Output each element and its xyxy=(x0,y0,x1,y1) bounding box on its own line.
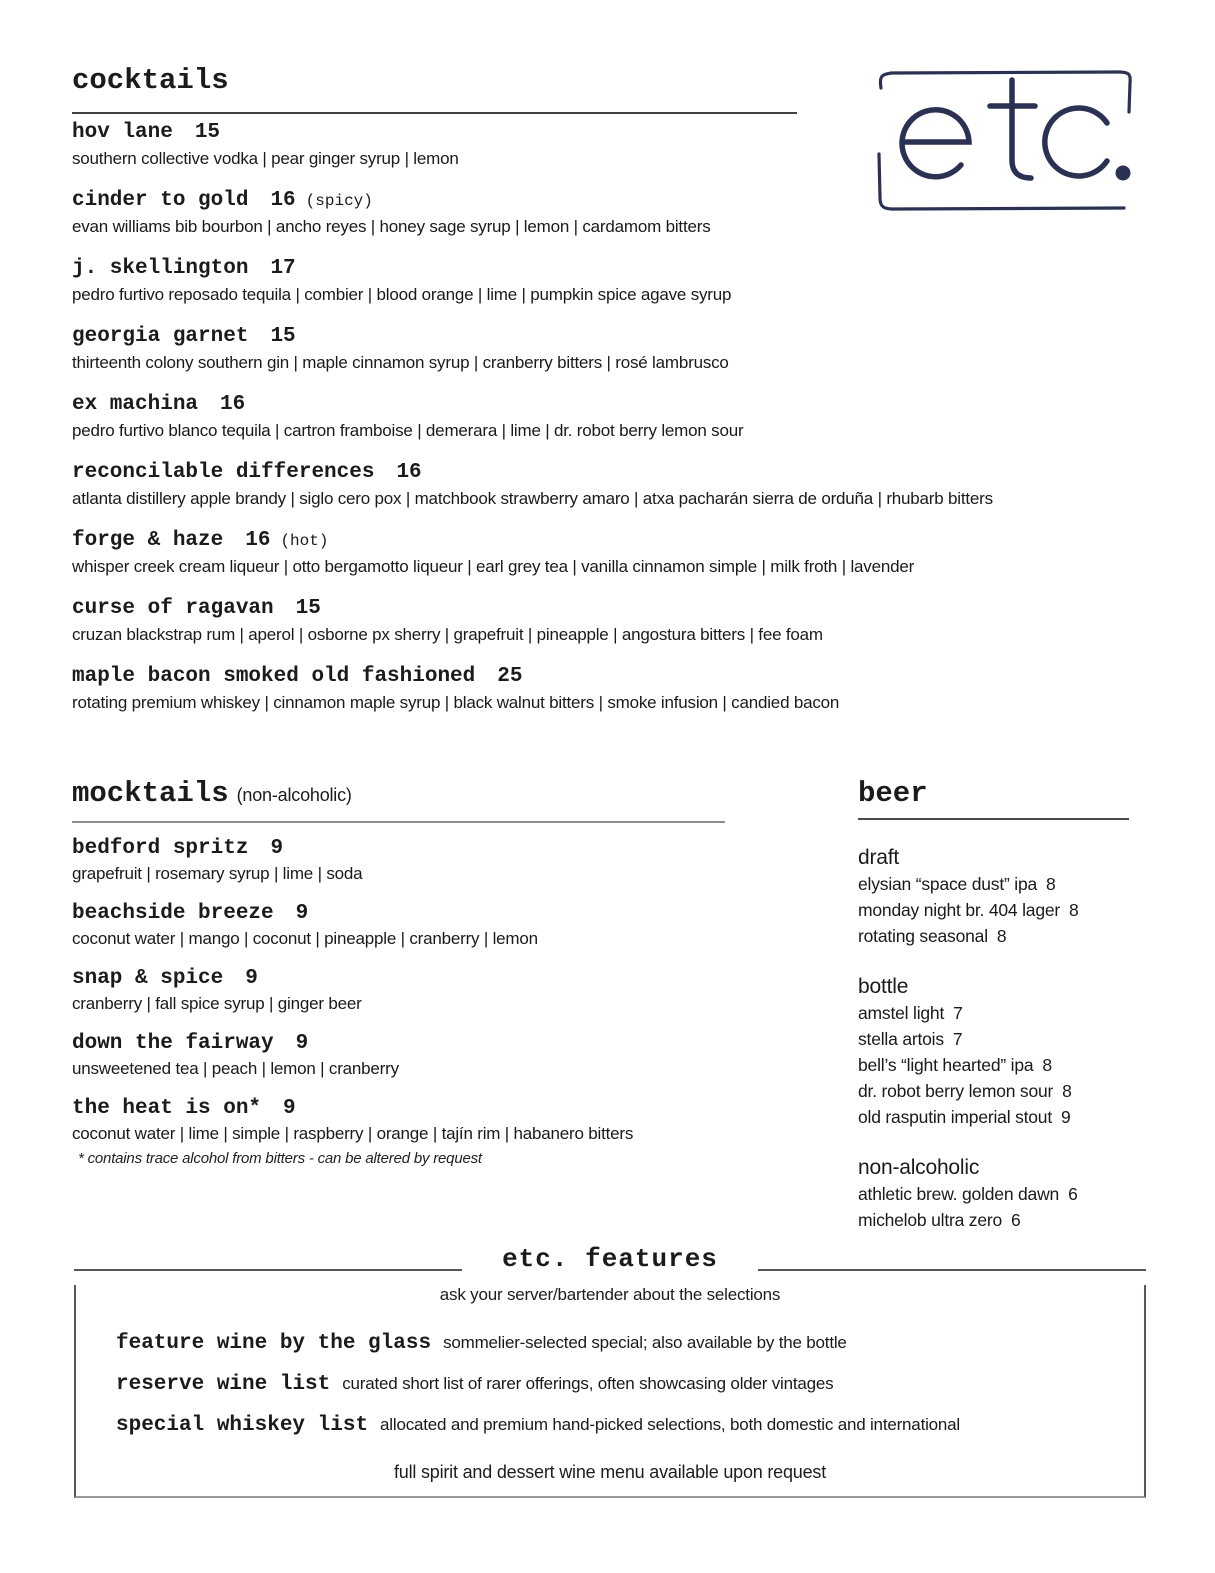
item-name: forge & haze xyxy=(72,529,224,552)
cocktail-item xyxy=(72,394,1132,440)
item-price: 9 xyxy=(283,1097,296,1120)
feature-item xyxy=(116,1413,1144,1438)
feature-name: special whiskey list xyxy=(116,1414,369,1437)
item-price: 17 xyxy=(270,257,296,280)
cocktail-item xyxy=(72,258,1132,304)
item-tag: (hot) xyxy=(280,532,329,550)
beer-price: 6 xyxy=(1068,1184,1078,1204)
item-name: cinder to gold xyxy=(72,189,249,212)
beer-name: elysian “space dust” ipa xyxy=(858,874,1038,894)
mocktail-item xyxy=(72,1098,832,1167)
beer-section xyxy=(858,777,1158,1233)
mocktails-title: mocktails xyxy=(72,777,229,810)
features-footer: full spirit and dessert wine menu available upon request xyxy=(393,1462,827,1482)
beer-price: 8 xyxy=(1042,1055,1052,1075)
item-description: pedro furtivo reposado tequila | combier | blood orange | lime | pumpkin spice agave syrup xyxy=(72,285,732,304)
beer-item xyxy=(858,897,1158,923)
beer-name: rotating seasonal xyxy=(858,926,988,946)
item-price: 9 xyxy=(245,967,258,990)
etc-logo xyxy=(874,66,1139,214)
features-intro: ask your server/bartender about the selections xyxy=(439,1285,781,1304)
beer-item xyxy=(858,1181,1158,1207)
beer-price: 6 xyxy=(1011,1210,1021,1230)
item-description: pedro furtivo blanco tequila | cartron framboise | demerara | lime | dr. robot berry lemon sour xyxy=(72,421,744,440)
item-price: 15 xyxy=(295,597,321,620)
beer-price: 9 xyxy=(1061,1107,1071,1127)
mocktail-item xyxy=(72,968,832,1013)
item-description: cruzan blackstrap rum | aperol | osborne px sherry | grapefruit | pineapple | angostura bitters | fee foam xyxy=(72,625,823,644)
cocktails-divider xyxy=(72,112,797,114)
item-description: evan williams bib bourbon | ancho reyes | honey sage syrup | lemon | cardamom bitters xyxy=(72,217,711,236)
feature-item xyxy=(116,1331,1144,1356)
beer-item xyxy=(858,1052,1158,1078)
cocktail-item xyxy=(72,462,1132,508)
beer-name: dr. robot berry lemon sour xyxy=(858,1081,1054,1101)
trace-alcohol-note: * contains trace alcohol from bitters - can be altered by request xyxy=(78,1150,482,1167)
item-price: 16 xyxy=(396,461,422,484)
item-description: unsweetened tea | peach | lemon | cranberry xyxy=(72,1059,399,1078)
item-price: 16 xyxy=(245,529,271,552)
features-title-right-rule xyxy=(758,1269,1146,1271)
beer-group-draft xyxy=(858,844,1158,949)
item-name: georgia garnet xyxy=(72,325,249,348)
beer-name: old rasputin imperial stout xyxy=(858,1107,1053,1127)
beer-price: 8 xyxy=(1062,1081,1072,1101)
item-name: down the fairway xyxy=(72,1032,274,1055)
feature-name: feature wine by the glass xyxy=(116,1332,432,1355)
item-description: coconut water | lime | simple | raspberry | orange | tajín rim | habanero bitters xyxy=(72,1124,634,1143)
features-box xyxy=(74,1285,1146,1498)
cocktail-item xyxy=(72,530,1132,576)
item-description: southern collective vodka | pear ginger syrup | lemon xyxy=(72,149,459,168)
beer-item xyxy=(858,1104,1158,1130)
item-description: coconut water | mango | coconut | pineapple | cranberry | lemon xyxy=(72,929,538,948)
features-title-left-rule xyxy=(74,1269,462,1271)
mocktails-subtitle: (non-alcoholic) xyxy=(236,785,352,805)
beer-group-label: non-alcoholic xyxy=(858,1156,980,1179)
item-description: grapefruit | rosemary syrup | lime | soda xyxy=(72,864,363,883)
beer-group-label: bottle xyxy=(858,975,909,998)
beer-name: amstel light xyxy=(858,1003,945,1023)
logo-letter-e xyxy=(902,110,969,177)
item-description: rotating premium whiskey | cinnamon maple syrup | black walnut bitters | smoke infusion | candied bacon xyxy=(72,693,840,712)
item-price: 9 xyxy=(295,1032,309,1055)
logo-period-dot xyxy=(1116,166,1131,181)
beer-price: 7 xyxy=(953,1003,963,1023)
features-section xyxy=(74,1234,1146,1498)
beer-price: 8 xyxy=(996,926,1007,946)
beer-item xyxy=(858,923,1158,949)
mocktails-list xyxy=(72,838,832,1167)
beer-price: 8 xyxy=(1046,874,1056,894)
beer-name: michelob ultra zero xyxy=(858,1210,1003,1230)
beer-price: 8 xyxy=(1069,900,1079,920)
beer-group-label: draft xyxy=(858,846,900,869)
etc-logo-image xyxy=(874,66,1139,214)
item-name: maple bacon smoked old fashioned xyxy=(72,665,476,688)
beer-item xyxy=(858,1078,1158,1104)
item-price: 15 xyxy=(270,325,296,348)
item-description: whisper creek cream liqueur | otto bergamotto liqueur | earl grey tea | vanilla cinnamon simple | milk froth | lavender xyxy=(72,557,915,576)
feature-description: allocated and premium hand-picked selections, both domestic and international xyxy=(380,1415,961,1434)
cocktail-item xyxy=(72,598,1132,644)
beer-item xyxy=(858,871,1158,897)
item-price: 16 xyxy=(270,189,296,212)
logo-frame-bottom xyxy=(879,154,1124,209)
item-price: 9 xyxy=(270,837,284,860)
beer-item xyxy=(858,1207,1158,1233)
beer-title: beer xyxy=(858,777,928,810)
beer-price: 7 xyxy=(952,1029,963,1049)
feature-name: reserve wine list xyxy=(116,1373,331,1396)
beer-group-non-alcoholic xyxy=(858,1154,1158,1233)
cocktail-item xyxy=(72,326,1132,372)
beer-item xyxy=(858,1026,1158,1052)
mocktail-item xyxy=(72,903,832,948)
item-name: hov lane xyxy=(72,121,173,144)
beer-divider xyxy=(858,818,1129,820)
item-price: 15 xyxy=(194,121,221,144)
item-name: the heat is on* xyxy=(72,1097,262,1120)
cocktails-title: cocktails xyxy=(72,64,229,97)
item-name: j. skellington xyxy=(72,257,249,280)
item-name: reconcilable differences xyxy=(72,461,375,484)
beer-name: monday night br. 404 lager xyxy=(858,900,1061,920)
item-description: thirteenth colony southern gin | maple cinnamon syrup | cranberry bitters | rosé lambrusco xyxy=(72,353,729,372)
item-name: bedford spritz xyxy=(72,837,249,860)
beer-name: athletic brew. golden dawn xyxy=(858,1184,1060,1204)
features-title: etc. features xyxy=(502,1244,718,1274)
item-tag: (spicy) xyxy=(305,192,373,210)
beer-name: bell’s “light hearted” ipa xyxy=(858,1055,1034,1075)
item-description: atlanta distillery apple brandy | siglo cero pox | matchbook strawberry amaro | atxa pacharán sierra de orduña | rhubarb bitters xyxy=(72,489,993,508)
feature-item xyxy=(116,1372,1144,1397)
logo-letter-t-stem xyxy=(1012,80,1031,178)
item-name: beachside breeze xyxy=(72,902,274,925)
item-name: ex machina xyxy=(72,393,199,416)
logo-letter-c xyxy=(1045,108,1107,176)
item-price: 9 xyxy=(295,902,309,925)
item-description: cranberry | fall spice syrup | ginger beer xyxy=(72,994,362,1013)
item-price: 25 xyxy=(497,665,523,688)
item-name: snap & spice xyxy=(72,967,224,990)
mocktails-section xyxy=(72,777,832,1167)
beer-group-bottle xyxy=(858,973,1158,1130)
mocktail-item xyxy=(72,838,832,883)
mocktail-item xyxy=(72,1033,832,1078)
feature-description: curated short list of rarer offerings, often showcasing older vintages xyxy=(342,1374,834,1393)
item-name: curse of ragavan xyxy=(72,597,274,620)
mocktails-divider xyxy=(72,821,725,823)
beer-name: stella artois xyxy=(858,1029,944,1049)
beer-item xyxy=(858,1000,1158,1026)
cocktail-item xyxy=(72,666,1132,712)
feature-description: sommelier-selected special; also available by the bottle xyxy=(443,1333,847,1352)
item-price: 16 xyxy=(220,393,246,416)
